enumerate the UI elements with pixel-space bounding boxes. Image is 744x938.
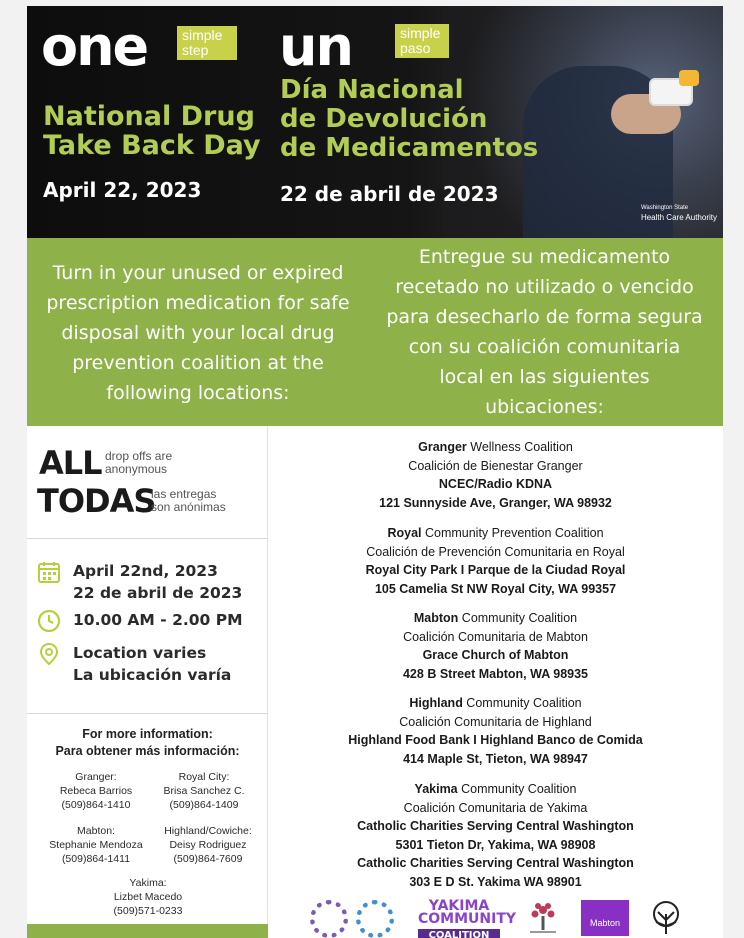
locations-list (268, 426, 723, 938)
contact-area: Yakima: (129, 877, 167, 889)
all-note (105, 450, 172, 476)
line: 22 de abril de 2023 (73, 584, 243, 602)
site-venue: NCEC/Radio KDNA (438, 477, 553, 491)
line: recetado no utilizado o vencido (395, 276, 694, 298)
contact-name: Deisy Rodriguez (169, 839, 247, 851)
line: La ubicación varía (73, 666, 232, 684)
site-address: 303 E D St. Yakima WA 98901 (409, 874, 582, 889)
line: con su coalición comunitaria (408, 336, 681, 358)
clock-icon (37, 609, 61, 633)
title-line: de Devolución (280, 104, 488, 134)
site-name (268, 524, 723, 543)
date-english: April 22, 2023 (43, 178, 202, 202)
contact-area: Highland/Cowiche: (164, 825, 252, 837)
date-spanish: 22 de abril de 2023 (280, 182, 499, 206)
instructions-spanish (372, 242, 717, 422)
hca-logo (641, 204, 717, 222)
event-date (37, 560, 242, 604)
site-name-rest: Community Coalition (462, 696, 582, 710)
contact-name: Rebeca Barrios (59, 785, 133, 797)
contact-highland (149, 824, 267, 866)
site-place: Yakima (414, 782, 458, 796)
line: son anónimas (151, 500, 226, 514)
site-granger (268, 438, 723, 512)
mabton-logo: Mabton (581, 900, 629, 936)
site-name-es: Coalición Comunitaria de Mabton (403, 629, 588, 644)
site-address: 5301 Tieton Dr, Yakima, WA 98908 (395, 837, 596, 852)
todas-note (151, 488, 226, 514)
contact-name: Brisa Sanchez C. (163, 785, 245, 797)
event-location (37, 642, 231, 686)
line: anonymous (105, 462, 168, 476)
site-name-rest: Community Coalition (457, 782, 577, 796)
line: Turn in your unused or expired (52, 262, 344, 284)
contact-area: Royal City: (178, 771, 230, 783)
contact-name: Stephanie Mendoza (49, 839, 143, 851)
hca-small: Washington State (640, 205, 689, 211)
line: Entregue su medicamento (418, 246, 671, 268)
contact-phone: (509)864-1410 (61, 799, 131, 811)
green-footer-bar (27, 924, 268, 938)
title-line: de Medicamentos (280, 133, 539, 163)
site-venue: Grace Church of Mabton (422, 648, 569, 662)
logo-un: un (279, 15, 352, 78)
line: Location varies (73, 644, 207, 662)
site-name-es: Coalición de Prevención Comunitaria en Royal (366, 544, 625, 559)
event-time (37, 609, 243, 633)
site-name (268, 694, 723, 713)
line: ubicaciones: (485, 396, 604, 418)
site-venue: Catholic Charities Serving Central Washington (357, 819, 634, 833)
logo-one: one (41, 15, 148, 78)
site-place: Granger (418, 440, 467, 454)
line: las entregas (151, 487, 217, 501)
partner-logos (268, 896, 723, 938)
logo-line: COMMUNITY (418, 911, 517, 927)
divider (27, 713, 268, 714)
line: following locations: (106, 382, 290, 404)
yakima-coalition-logo (418, 898, 517, 938)
site-venue: Highland Food Bank I Highland Banco de Comida (348, 733, 643, 747)
contact-mabton (41, 824, 151, 866)
line: prescription medication for safe (46, 292, 350, 314)
title-spanish (280, 76, 540, 163)
logo-line: COALITION (418, 929, 500, 938)
tag-simple-paso (395, 24, 449, 58)
royal-coalition-logo (310, 900, 348, 938)
line: For more information: (82, 727, 213, 741)
hca-name: Health Care Authority (640, 213, 717, 222)
site-address: 428 B Street Mabton, WA 98935 (402, 666, 589, 681)
line: April 22nd, 2023 (73, 562, 218, 580)
contact-area: Mabton: (77, 825, 115, 837)
oak-tree-logo (646, 900, 686, 938)
tag-line: step (182, 42, 209, 58)
line: prevention coalition at the (72, 352, 324, 374)
site-name-es: Coalición Comunitaria de Yakima (403, 800, 588, 815)
site-name-es: Coalición de Bienestar Granger (408, 458, 583, 473)
time-text: 10.00 AM - 2.00 PM (73, 611, 243, 629)
line: para desecharlo de forma segura (386, 306, 703, 328)
site-highland (268, 694, 723, 768)
date-text (73, 560, 242, 604)
contact-name: Lizbet Macedo (113, 891, 183, 903)
site-name-rest: Community Coalition (458, 611, 578, 625)
line: disposal with your local drug (61, 322, 335, 344)
site-yakima (268, 780, 723, 891)
todas-heading: TODAS (37, 482, 156, 520)
info-sidebar (27, 426, 268, 938)
site-name-rest: Community Prevention Coalition (421, 526, 604, 540)
divider (27, 538, 268, 539)
logo-line: YAKIMA (428, 898, 490, 914)
instructions-english (39, 258, 357, 408)
flyer (27, 6, 723, 938)
location-text (73, 642, 231, 686)
contact-phone: (509)864-7609 (173, 853, 243, 865)
tree-logo (526, 900, 560, 938)
title-line: Take Back Day (43, 130, 261, 161)
site-address: 414 Maple St, Tieton, WA 98947 (403, 751, 588, 766)
title-line: Día Nacional (280, 75, 464, 105)
tag-line: paso (400, 40, 431, 56)
site-name (268, 780, 723, 799)
contact-phone: (509)864-1409 (169, 799, 239, 811)
site-place: Highland (409, 696, 463, 710)
hero-banner (27, 6, 723, 238)
site-name (268, 609, 723, 628)
tag-line: simple (182, 27, 223, 43)
contact-area: Granger: (75, 771, 117, 783)
calendar-icon (37, 560, 61, 584)
more-info-heading (27, 726, 268, 760)
title-line: National Drug (43, 101, 255, 132)
site-name-rest: Wellness Coalition (466, 440, 573, 454)
location-pin-icon (37, 642, 61, 666)
site-place: Mabton (413, 611, 459, 625)
site-venue: Catholic Charities Serving Central Washington (357, 856, 634, 870)
line: drop offs are (105, 449, 173, 463)
contact-phone: (509)864-1411 (61, 853, 131, 865)
contact-royal-city (149, 770, 259, 812)
site-address: 105 Camelia St NW Royal City, WA 99357 (374, 581, 617, 596)
site-name (268, 438, 723, 457)
tag-simple-step (177, 26, 237, 60)
contact-granger (41, 770, 151, 812)
tag-line: simple (400, 25, 441, 41)
bottle-cap-icon (679, 70, 699, 86)
circle-coalition-logo (356, 900, 394, 938)
site-address: 121 Sunnyside Ave, Granger, WA 98932 (379, 495, 612, 510)
all-heading: ALL (39, 444, 102, 482)
site-venue: Royal City Park I Parque de la Ciudad Royal (365, 563, 626, 577)
contact-yakima (93, 876, 203, 918)
site-royal (268, 524, 723, 598)
title-english (43, 102, 273, 160)
line: Para obtener más información: (55, 744, 240, 758)
instruction-band (27, 238, 723, 426)
contact-phone: (509)571-0233 (113, 905, 183, 917)
site-mabton (268, 609, 723, 683)
site-place: Royal (387, 526, 422, 540)
site-name-es: Coalición Comunitaria de Highland (399, 714, 592, 729)
line: local en las siguientes (439, 366, 650, 388)
